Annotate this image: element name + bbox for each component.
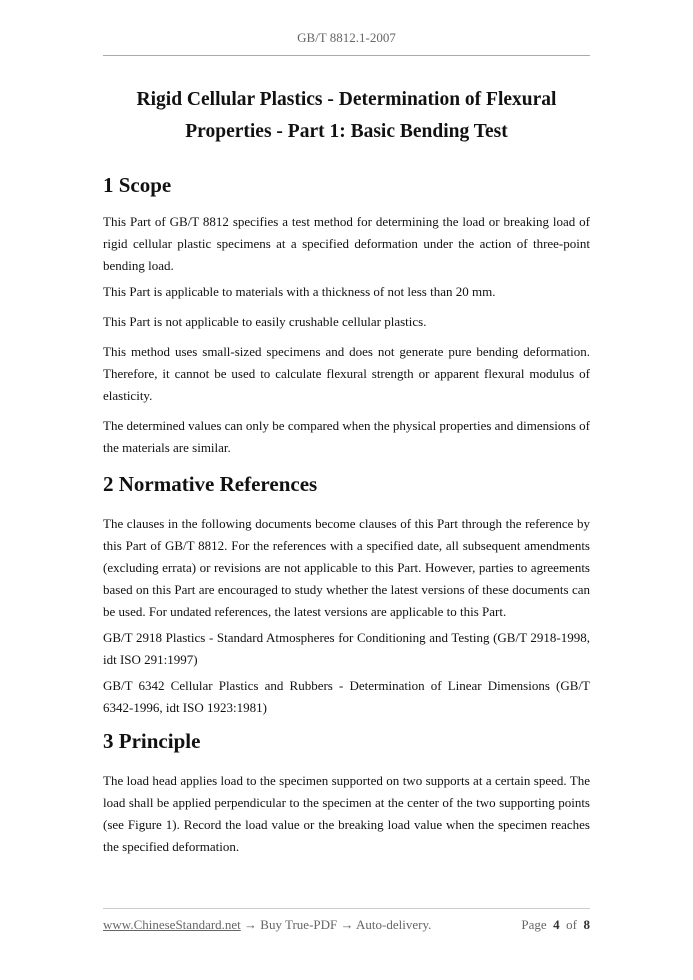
footer-promo-text: → Buy True-PDF → Auto-delivery. — [240, 917, 432, 932]
section-heading-normative-references: 2 Normative References — [103, 472, 318, 496]
title-line-2: Properties - Part 1: Basic Bending Test — [185, 121, 508, 142]
running-header: GB/T 8812.1-2007 — [297, 30, 396, 45]
paragraph: This method uses small-sized specimens and does not generate pure bending deformation. Therefore, it cannot be used to calculate flexural strength or apparent flexural modulus of elasticity. — [103, 344, 590, 403]
footer-divider — [103, 908, 590, 909]
total-pages: 8 — [583, 917, 590, 932]
paragraph: The load head applies load to the specimen supported on two supports at a certain speed. The load shall be applied perpendicular to the specimen at the center of the two supporting points (see Figure 1). Record the load value or the breaking load value when the specimen reaches the specified deformation. — [103, 773, 590, 854]
page-label: Page — [521, 917, 547, 932]
page-footer — [103, 917, 590, 933]
website-link[interactable]: www.ChineseStandard.net — [103, 917, 241, 932]
reference-item: GB/T 2918 Plastics - Standard Atmospheres for Conditioning and Testing (GB/T 2918-1998, idt ISO 291:1997) — [103, 630, 590, 667]
header-divider — [103, 55, 590, 56]
page-number — [521, 917, 590, 933]
section-heading-principle: 3 Principle — [103, 729, 201, 753]
paragraph: The determined values can only be compared when the physical properties and dimensions of the materials are similar. — [103, 418, 590, 455]
paragraph: This Part is applicable to materials with a thickness of not less than 20 mm. — [103, 284, 496, 299]
paragraph: This Part of GB/T 8812 specifies a test method for determining the load or breaking load of rigid cellular plastic specimens at a specified deformation under the action of three-point bending load. — [103, 214, 590, 273]
reference-item: GB/T 6342 Cellular Plastics and Rubbers - Determination of Linear Dimensions (GB/T 6342-1996, idt ISO 1923:1981) — [103, 678, 590, 715]
paragraph: This Part is not applicable to easily crushable cellular plastics. — [103, 314, 427, 329]
document-title — [103, 84, 590, 148]
footer-promo — [103, 917, 431, 933]
paragraph: The clauses in the following documents become clauses of this Part through the reference by this Part of GB/T 8812. For the references with a specified date, all subsequent amendments (excluding errata) or revisions are not applicable to this Part. However, parties to agreements based on this Part are encouraged to study whether the latest versions of these documents can be used. For undated references, the latest versions are applicable to this Part. — [103, 516, 590, 619]
of-label: of — [566, 917, 577, 932]
current-page: 4 — [553, 917, 560, 932]
title-line-1: Rigid Cellular Plastics - Determination of Flexural — [136, 89, 557, 110]
section-heading-scope: 1 Scope — [103, 173, 172, 197]
